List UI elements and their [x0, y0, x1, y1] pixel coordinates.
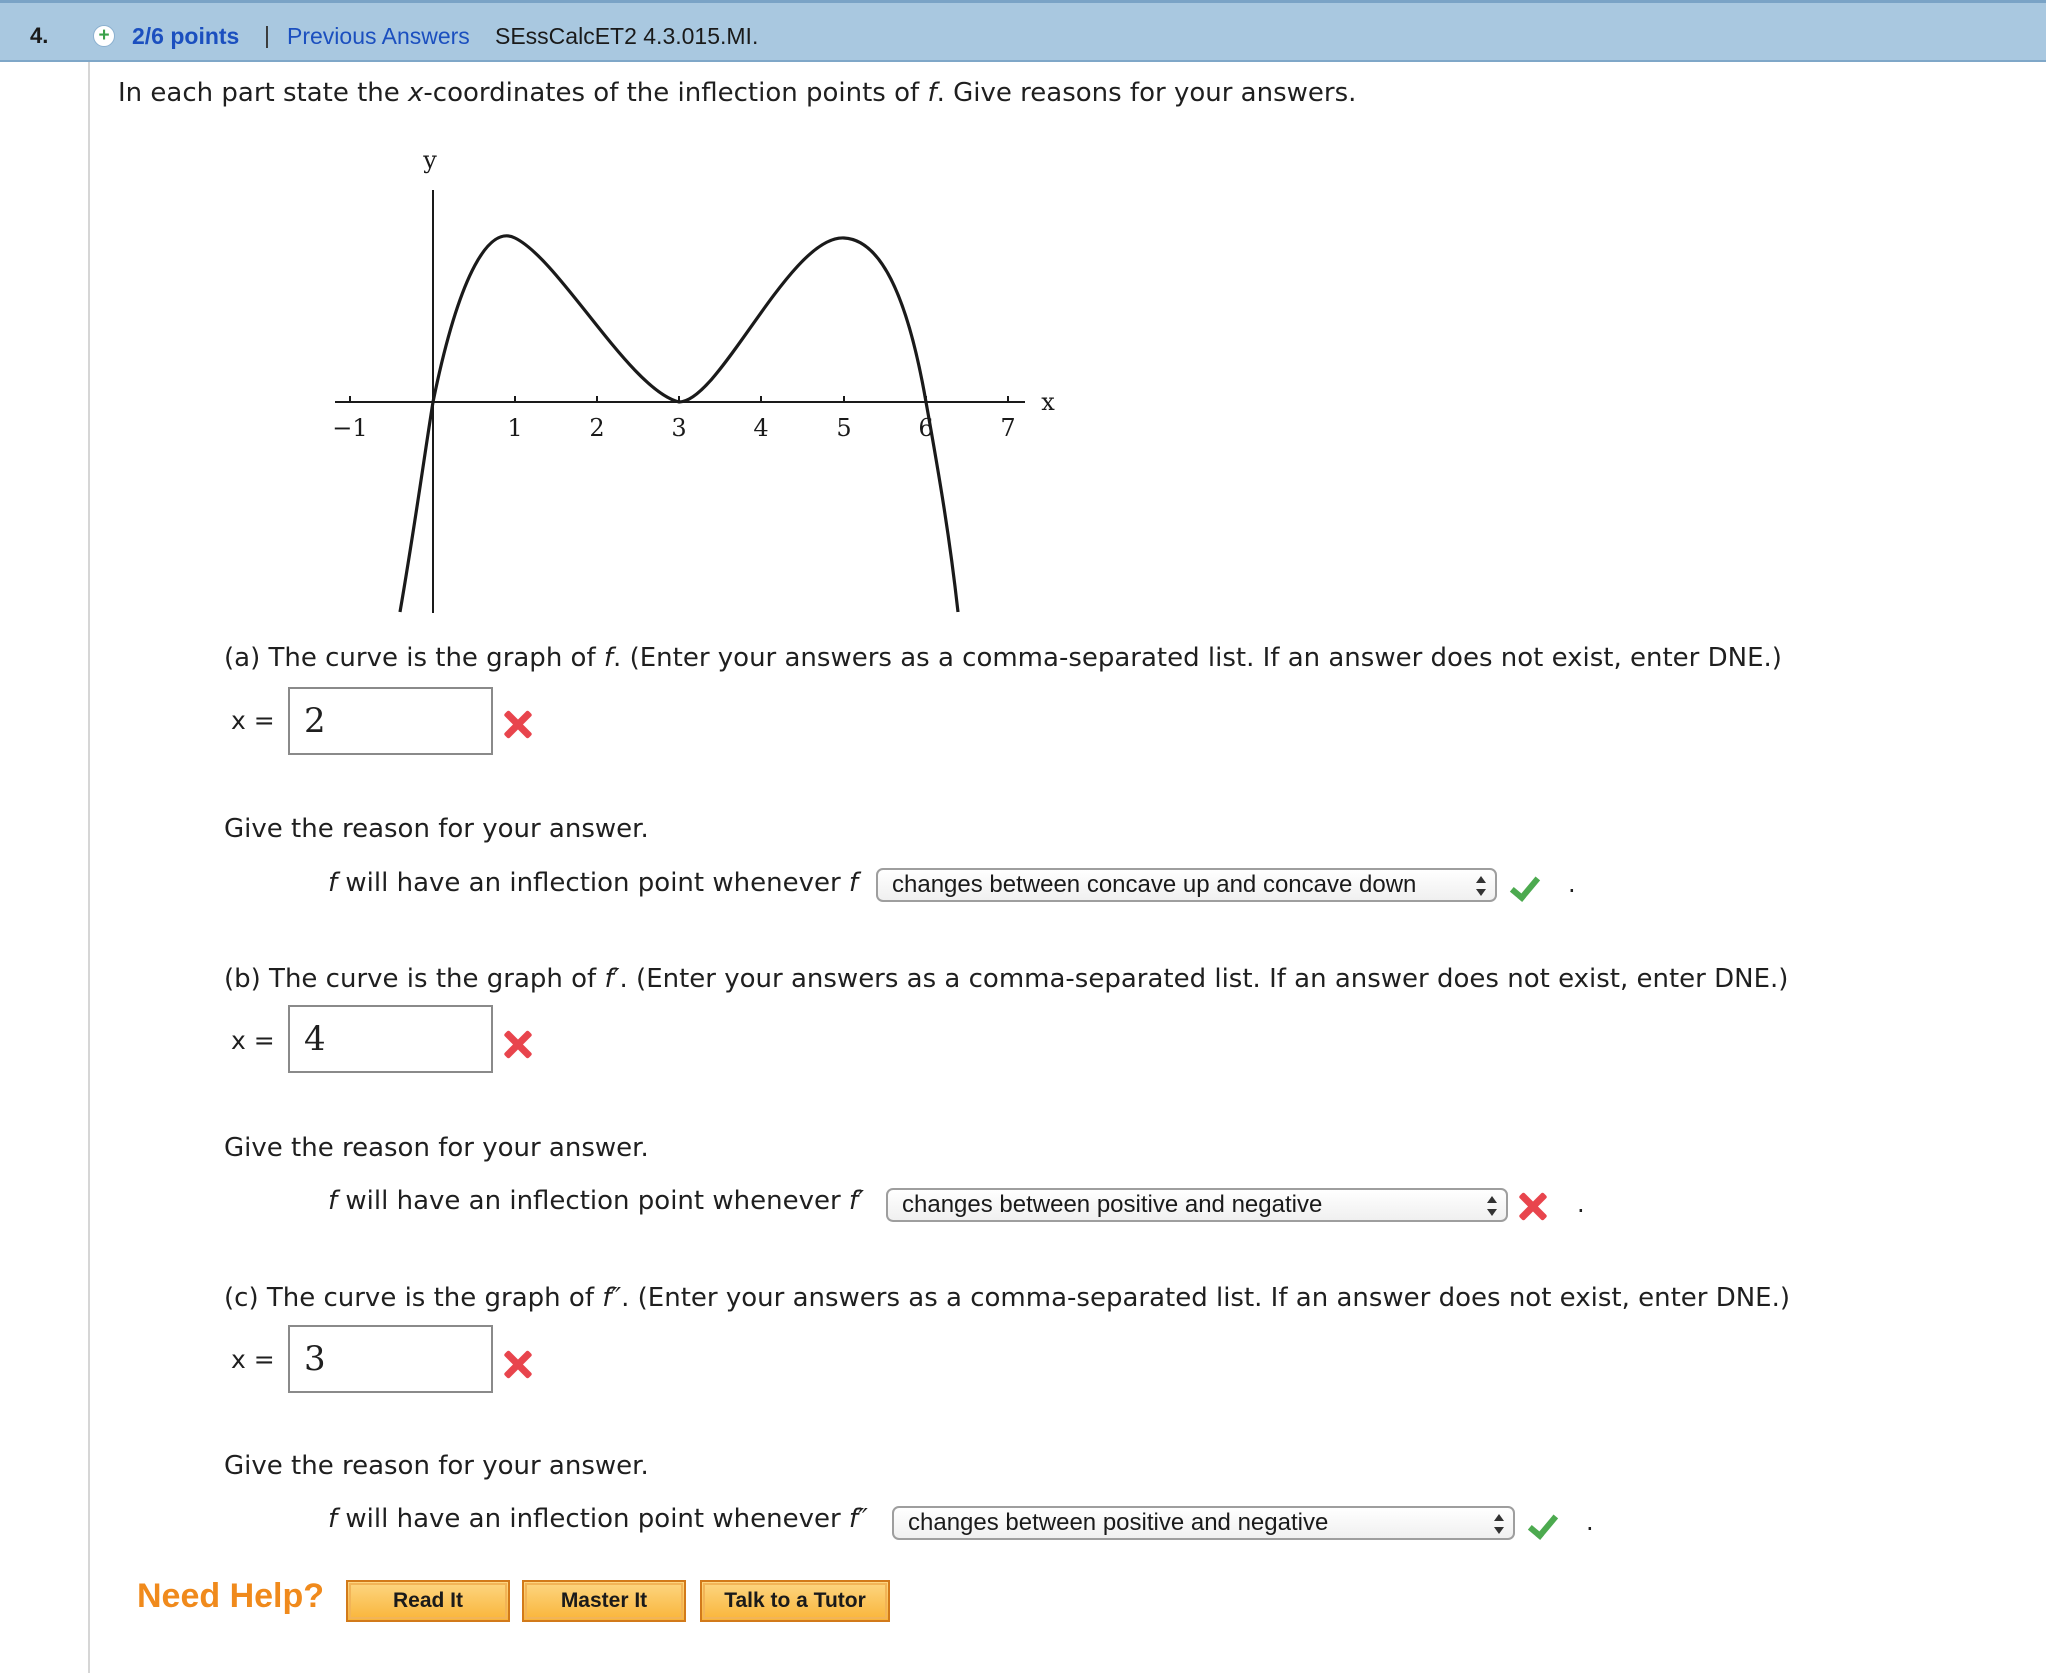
period: . [1577, 1190, 1585, 1218]
part-b-reason-sentence: f will have an inflection point whenever f′ [328, 1186, 864, 1216]
part-a-reason-sentence: f will have an inflection point whenever f [328, 868, 859, 898]
part-a-x-label: x = [231, 706, 275, 735]
period: . [1568, 870, 1576, 898]
assignment-code: SEssCalcET2 4.3.015.MI. [495, 23, 759, 49]
part-c-x-label: x = [231, 1345, 275, 1374]
incorrect-x-icon [1518, 1191, 1548, 1221]
part-a-reason-select[interactable]: changes between concave up and concave down [876, 868, 1497, 902]
period: . [1586, 1508, 1594, 1536]
question-prompt: In each part state the x-coordinates of the inflection points of f. Give reasons for your answers. [118, 78, 1357, 108]
part-c-answer-input[interactable]: 3 [288, 1325, 493, 1393]
x-tick-label: 5 [836, 414, 852, 442]
talk-to-tutor-button[interactable]: Talk to a Tutor [700, 1580, 890, 1622]
question-number: 4. [30, 23, 49, 48]
part-a-answer-input[interactable]: 2 [288, 687, 493, 755]
incorrect-x-icon [503, 1349, 533, 1379]
part-a-instructions: (a) The curve is the graph of f. (Enter your answers as a comma-separated list. If an answer does not exist, enter DNE.) [224, 643, 1782, 673]
part-c-instructions: (c) The curve is the graph of f″. (Enter your answers as a comma-separated list. If an answer does not exist, enter DNE.) [224, 1283, 1791, 1313]
x-tick-label: 6 [918, 414, 934, 442]
select-arrows-icon [1475, 876, 1487, 896]
part-b-answer-input[interactable]: 4 [288, 1005, 493, 1073]
part-c-reason-select[interactable]: changes between positive and negative [892, 1506, 1515, 1540]
previous-answers-link[interactable]: Previous Answers [287, 23, 470, 49]
correct-check-icon [1508, 872, 1540, 900]
part-a-reason-prompt: Give the reason for your answer. [224, 814, 649, 844]
x-tick-label: −1 [332, 414, 368, 442]
question-header [0, 0, 2046, 62]
part-b-reason-prompt: Give the reason for your answer. [224, 1133, 649, 1163]
need-help-label: Need Help? [137, 1577, 325, 1615]
select-arrows-icon [1493, 1514, 1505, 1534]
x-tick-label: 7 [1000, 414, 1016, 442]
part-b-x-label: x = [231, 1026, 275, 1055]
expand-plus-icon[interactable]: + [93, 25, 115, 47]
read-it-button[interactable]: Read It [346, 1580, 510, 1622]
master-it-button[interactable]: Master It [522, 1580, 686, 1622]
correct-check-icon [1526, 1510, 1558, 1538]
x-tick-label: 2 [589, 414, 605, 442]
function-graph [320, 140, 1060, 620]
points-score: 2/6 points [132, 23, 240, 49]
x-tick-label: 1 [507, 414, 523, 442]
x-axis-label: x [1041, 388, 1055, 416]
x-tick-label: 3 [671, 414, 687, 442]
x-tick-label: 4 [753, 414, 769, 442]
part-b-reason-select[interactable]: changes between positive and negative [886, 1188, 1508, 1222]
incorrect-x-icon [503, 1029, 533, 1059]
header-separator: | [264, 22, 270, 48]
select-arrows-icon [1486, 1196, 1498, 1216]
part-c-reason-sentence: f will have an inflection point whenever f″ [328, 1504, 868, 1534]
part-c-reason-prompt: Give the reason for your answer. [224, 1451, 649, 1481]
incorrect-x-icon [503, 709, 533, 739]
left-divider [88, 62, 90, 1673]
y-axis-label: y [423, 146, 437, 174]
part-b-instructions: (b) The curve is the graph of f′. (Enter your answers as a comma-separated list. If an answer does not exist, enter DNE.) [224, 964, 1789, 994]
